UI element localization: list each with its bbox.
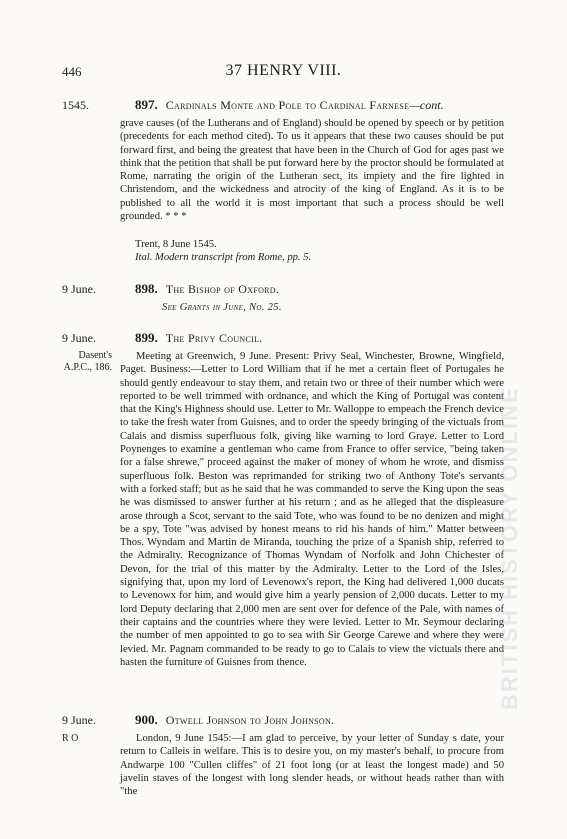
entry-897-body xyxy=(120,117,504,223)
entry-900-number: 900. xyxy=(135,712,158,727)
entry-900-date: 9 June. xyxy=(62,713,96,727)
entry-898-number: 898. xyxy=(135,281,158,296)
entry-900-text: London, 9 June 1545:—I am glad to perceive, by your letter of Sunday s date, your return to Calleis in welfare. This is to desire you, on my master's behalf, to procure from Andwarpe 100 "Cullen cliffes" of 21 foot long (or at least the longest made) and 50 javelin staves of the longest with long slender heads, or without heads rather than with "the xyxy=(120,733,504,798)
entry-897-date-line: Trent, 8 June 1545. xyxy=(135,239,217,250)
entry-897-title-suffix: —cont. xyxy=(409,98,444,112)
entry-899-title: The Privy Council. xyxy=(165,331,263,345)
entry-897-year: 1545. xyxy=(62,98,89,112)
entry-899-margin-source: Dasent's A.P.C., 186. xyxy=(63,350,112,373)
entry-898-heading xyxy=(135,281,279,297)
watermark: BRITISH HISTORY ONLINE xyxy=(497,386,522,710)
entry-900-heading xyxy=(135,712,334,728)
entry-899-text: Meeting at Greenwich, 9 June. Present: Privy Seal, Winchester, Browne, Wingfield, Paget. Business:—Letter to Lord William that if he met a certain fleet of Portugales he should gently endeavour to stay them, and retain two or three of their number which were reported to be well trimmed with ordnance, and which the King of Portugal was content that the King's Highness should use. Letter to Mr. Walloppe to empeach the French device to take the fresh water from Guisnes, and to order the speedy bringing of the victuals from Calais and dismiss superfluous folk, giving like warning to lord Graye. Letter to Lord Poynenges to examine a gentleman who came from France to offer service, "being taken for a false shrewe," proceed against the maker of money of whom he wrote, and dismiss superfluous folk. Beston was reprimanded for striking two of Anthony Tote's servants with a forked staff; but as he said that he was commanded to serve the King upon the seas he was dismissed to answer further at his return ; and as he alleged that the displeasure arose through a Scot, servant to the said Tote, who was found to be no denizen and might be a spy, Tote "was advised by honest means to rid his hands of him." Matter between Thos. Wyndam and Martin de Miranda, touching the prize of a Spanish ship, referred to the Admiralty. Recognizance of Thomas Wyndam of Norfolk and John Chichester of Devon, for the trial of this matter by the Admiralty. Letter to the Lord of the Isles, signifying that, upon my lord of Levenowx's report, the King had delivered 1,000 ducats to Levenowx for him, and would give him a yearly pension of 2,000 ducats. Letter to my lord Deputy declaring that 2,000 men are sent over for defence of the Pale, with names of their captains and the countries where they were levied. Letter to Mr. Seymour declaring the number of men appointed to go to sea with Sir George Carewe and where they were levied. Mr. Pagnam commanded to be ready to go to Calais to view the victuals there and hasten the furniture of Guisnes from thence. xyxy=(120,351,504,668)
entry-900-title: Otwell Johnson to John Johnson. xyxy=(165,713,335,727)
entry-899-date: 9 June. xyxy=(62,331,96,345)
entry-900-margin-source: R O xyxy=(62,733,79,744)
entry-900-body xyxy=(120,732,504,798)
running-head xyxy=(0,64,567,84)
entry-899-number: 899. xyxy=(135,330,158,345)
entry-898-title: The Bishop of Oxford. xyxy=(165,282,280,296)
entry-897-heading xyxy=(135,97,444,113)
running-title: 37 HENRY VIII. xyxy=(225,62,342,79)
entry-897-number: 897. xyxy=(135,97,158,112)
page-number: 446 xyxy=(62,64,82,79)
entry-899-body xyxy=(120,350,504,669)
entry-898-date: 9 June. xyxy=(62,282,96,296)
entry-897-title: Cardinals Monte and Pole to Cardinal Farnese xyxy=(165,98,410,112)
entry-898-reference: See Grants in June, No. 25. xyxy=(162,302,282,313)
entry-897-text: grave causes (of the Lutherans and of England) should be opened by speech or by petition (precedents for each method cited). To us it appears that these two causes should be put forward first, and being the greatest that have been in the Church of God for ages past we think that the petition that shall be put forward here by the proctor should be formulated at Rome, narrating the origin of the Lutheran sect, its impiety and the fire lighted in Christendom, and the wickedness and atrocity of the king of England. As it is to be published to all the world it is most important that such a process should be well grounded. * * * xyxy=(120,118,504,223)
entry-897-source: Ital. Modern transcript from Rome, pp. 5. xyxy=(135,252,312,263)
entry-899-heading xyxy=(135,330,263,346)
